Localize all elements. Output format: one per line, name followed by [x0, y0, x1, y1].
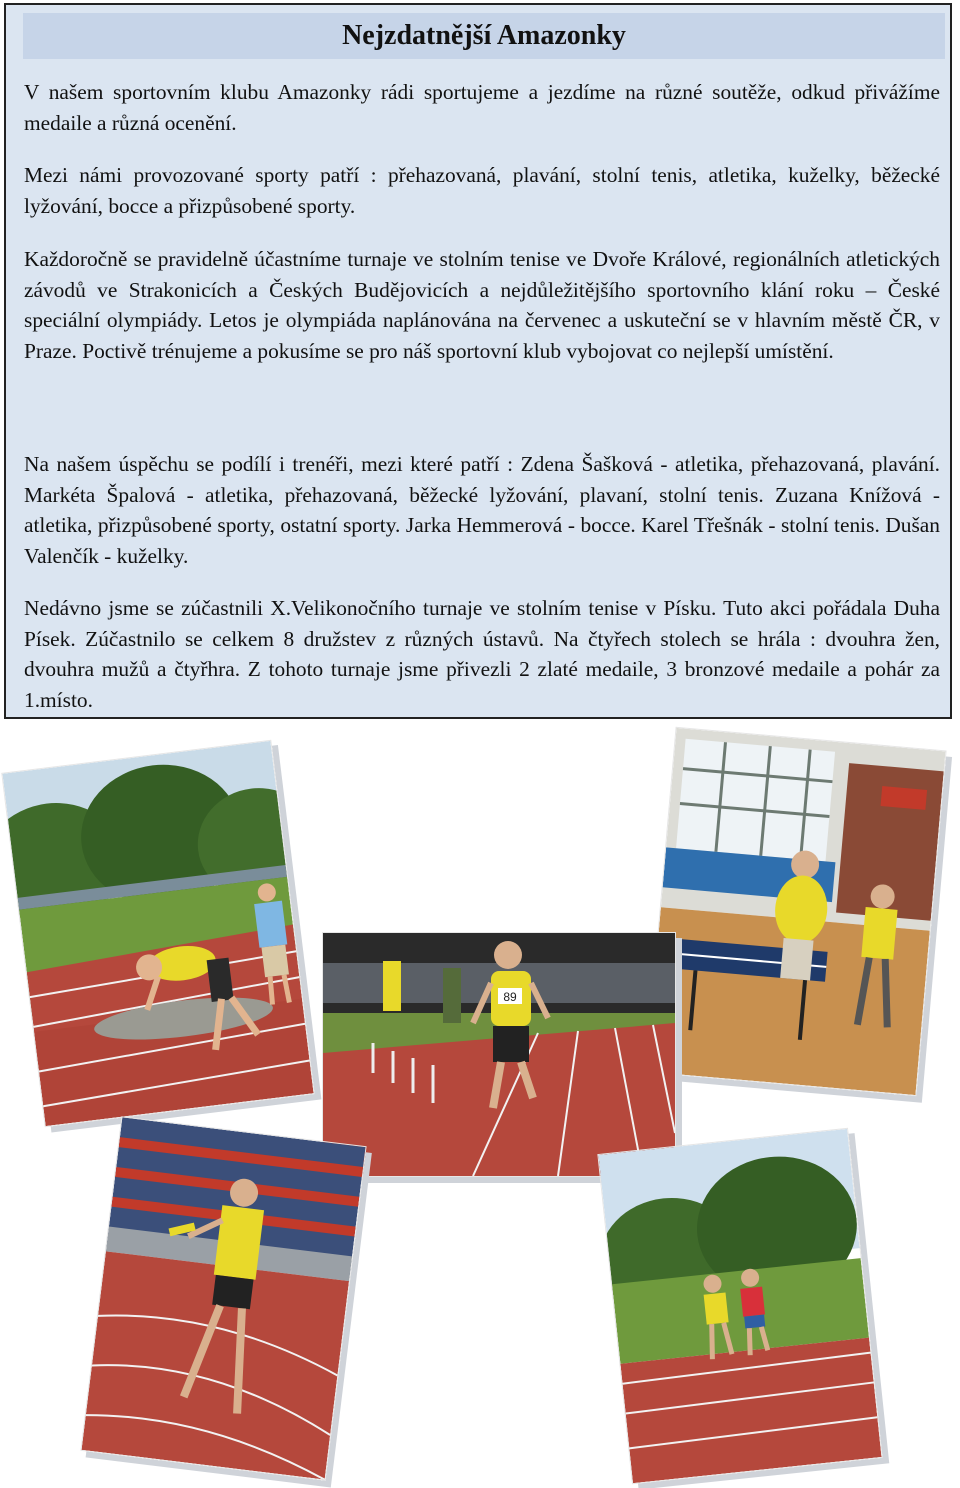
sprint-illustration	[323, 933, 675, 1176]
paragraph-tournament: Nedávno jsme se zúčastnili X.Velikonočního turnaje ve stolním tenise v Písku. Tuto akci pořádala Duha Písek. Zúčastnilo se celkem 8 družstev z různých ústavů. Na čtyřech stolech se hrála : dvouhra žen, dvouhra mužů a čtyřhra. Z tohoto turnaje jsme přivezli 2 zlaté medaile, 3 bronzové medaile a pohár za 1.místo.	[24, 596, 940, 712]
sprint-photo	[322, 932, 676, 1177]
relay-illustration	[81, 1117, 365, 1479]
article-box	[4, 3, 952, 719]
title-bar	[23, 13, 945, 59]
article-title: Nejzdatnější Amazonky	[342, 20, 626, 51]
paragraph-competitions: Každoročně se pravidelně účastníme turnaje ve stolním tenise ve Dvoře Králové, regionálních atletických závodů ve Strakonicích a Českých Budějovicích a nejdůležitějšího sportovního klání roku – České speciální olympiády. Letos je olympiáda naplánována na červenec a uskuteční se v hlavním městě ČR, v Praze. Poctivě trénujeme a pokusíme se pro náš sportovní klub vybojovat co nejlepší umístění.	[24, 247, 940, 363]
shot-put-illustration	[2, 741, 313, 1126]
paragraph-intro: V našem sportovním klubu Amazonky rádi sportujeme a jezdíme na různé soutěže, odkud přivážíme medaile a různá ocenění.	[24, 80, 940, 135]
track-runners-illustration	[598, 1129, 881, 1483]
relay-photo	[80, 1116, 366, 1481]
table-tennis-photo	[645, 727, 946, 1096]
runner-bib-number: 89	[503, 990, 517, 1004]
table-tennis-illustration	[646, 728, 945, 1095]
track-runners-photo	[597, 1128, 882, 1485]
paragraph-sports: Mezi námi provozované sporty patří : přehazovaná, plavání, stolní tenis, atletika, kuželky, běžecké lyžování, bocce a přizpůsobené sporty.	[24, 163, 940, 218]
paragraph-coaches: Na našem úspěchu se podílí i trenéři, mezi které patří : Zdena Šašková - atletika, přehazovaná, plavání. Markéta Špalová - atletika, přehazovaná, běžecké lyžování, plavaní, stolní tenis. Zuzana Knížová - atletika, přizpůsobené sporty, ostatní sporty. Jarka Hemmerová - bocce. Karel Třešnák - stolní tenis. Dušan Valenčík - kuželky.	[24, 452, 940, 568]
shot-put-photo	[1, 740, 314, 1127]
